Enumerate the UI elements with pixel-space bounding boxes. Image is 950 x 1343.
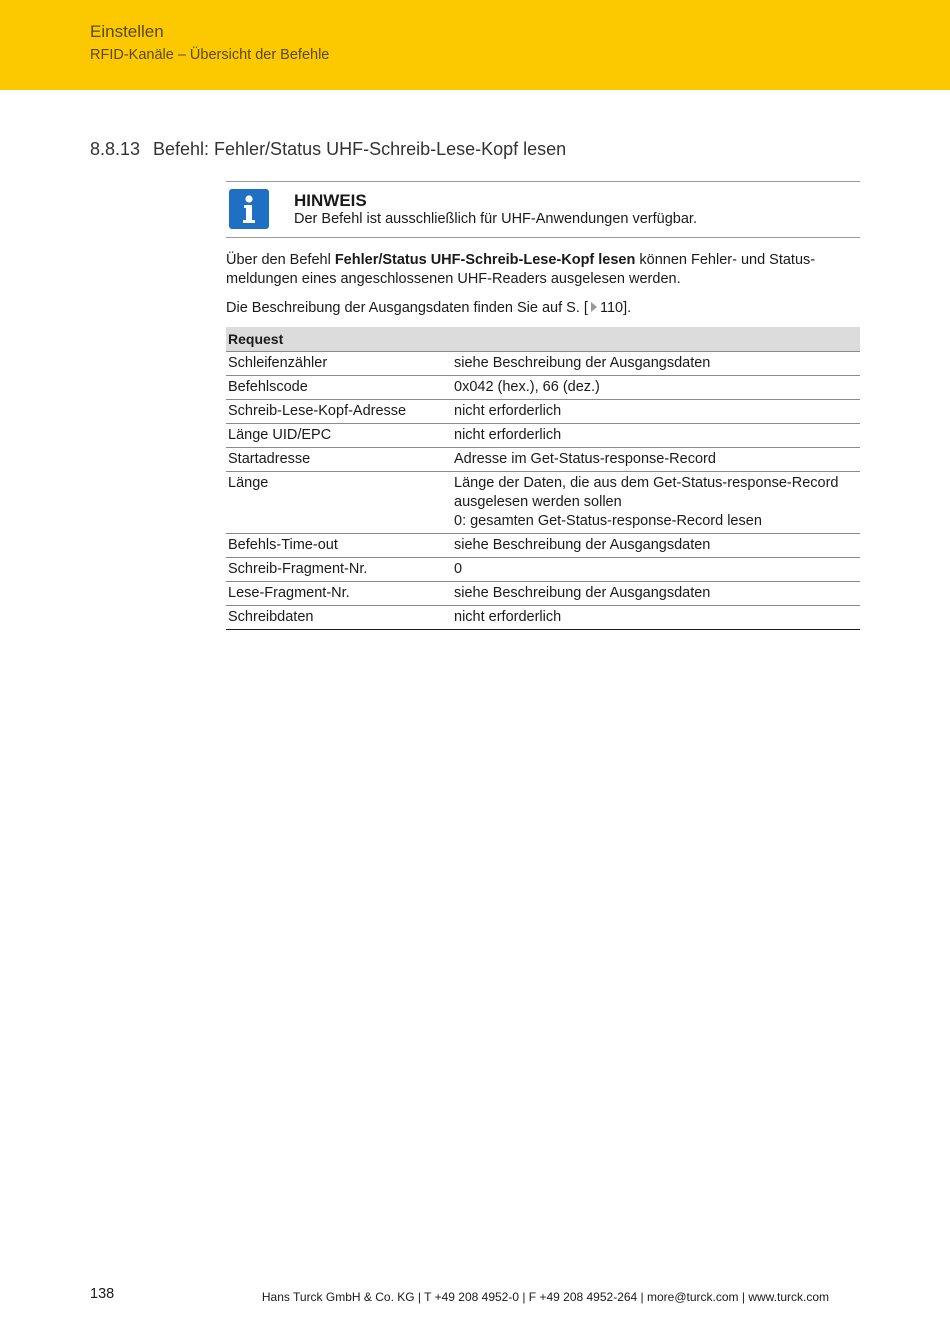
reference-paragraph bbox=[226, 299, 846, 318]
note-text: Der Befehl ist ausschließlich für UHF-Anwendungen verfügbar. bbox=[294, 211, 697, 227]
field-name: Schreib-Fragment-Nr. bbox=[226, 558, 452, 582]
table-row bbox=[226, 376, 860, 400]
field-value-line: Länge der Daten, die aus dem Get-Status-response-Record ausgelesen werden sollen bbox=[454, 475, 839, 510]
chapter-title: Einstellen bbox=[90, 22, 164, 41]
table-row bbox=[226, 534, 860, 558]
section-title: Befehl: Fehler/Status UHF-Schreib-Lese-Kopf lesen bbox=[153, 139, 567, 159]
table-row bbox=[226, 424, 860, 448]
note-box bbox=[226, 181, 860, 238]
field-value: 0x042 (hex.), 66 (dez.) bbox=[452, 376, 860, 400]
reference-text: Die Beschreibung der Ausgangsdaten finden Sie auf S. [ bbox=[226, 300, 588, 316]
info-icon bbox=[229, 189, 269, 229]
table-header: Request bbox=[226, 327, 860, 352]
field-value: Adresse im Get-Status-response-Record bbox=[452, 448, 860, 472]
field-value-line: 0: gesamten Get-Status-response-Record lesen bbox=[454, 513, 762, 529]
field-name: Schleifenzähler bbox=[226, 352, 452, 376]
command-name: Fehler/Status UHF-Schreib-Lese-Kopf lesen bbox=[334, 252, 636, 268]
table-row bbox=[226, 606, 860, 630]
field-name: Befehls-Time-out bbox=[226, 534, 452, 558]
note-heading: HINWEIS bbox=[294, 191, 367, 210]
table-row bbox=[226, 472, 860, 534]
field-name: Schreib-Lese-Kopf-Adresse bbox=[226, 400, 452, 424]
table-row bbox=[226, 352, 860, 376]
field-value: siehe Beschreibung der Ausgangsdaten bbox=[452, 352, 860, 376]
reference-text-end: ]. bbox=[623, 300, 632, 316]
request-table bbox=[226, 327, 860, 630]
page-number: 138 bbox=[90, 1286, 115, 1302]
field-value: siehe Beschreibung der Ausgangsdaten bbox=[452, 534, 860, 558]
intro-text-end: können Fehler- und Status-meldungen eines angeschlossenen UHF-Readers ausgelesen werden. bbox=[226, 252, 816, 287]
page-reference-link[interactable]: 110 bbox=[599, 300, 624, 316]
table-row bbox=[226, 558, 860, 582]
section-number: 8.8.13 bbox=[90, 139, 141, 159]
table-row bbox=[226, 448, 860, 472]
field-name: Schreibdaten bbox=[226, 606, 452, 630]
field-value: siehe Beschreibung der Ausgangsdaten bbox=[452, 582, 860, 606]
field-name: Startadresse bbox=[226, 448, 452, 472]
section-heading bbox=[90, 139, 566, 160]
field-name: Lese-Fragment-Nr. bbox=[226, 582, 452, 606]
intro-text-start: Über den Befehl bbox=[226, 252, 335, 268]
field-value: nicht erforderlich bbox=[452, 606, 860, 630]
table-row bbox=[226, 582, 860, 606]
company-footer: Hans Turck GmbH & Co. KG | T +49 208 4952-0 | F +49 208 4952-264 | more@turck.com | www.turck.com bbox=[261, 1290, 829, 1304]
intro-paragraph bbox=[226, 251, 846, 289]
table-row bbox=[226, 400, 860, 424]
field-name: Befehlscode bbox=[226, 376, 452, 400]
field-value: nicht erforderlich bbox=[452, 424, 860, 448]
chapter-subtitle: RFID-Kanäle – Übersicht der Befehle bbox=[90, 47, 330, 63]
field-value bbox=[452, 472, 860, 534]
link-arrow-icon bbox=[591, 302, 597, 312]
field-value: 0 bbox=[452, 558, 860, 582]
field-name: Länge UID/EPC bbox=[226, 424, 452, 448]
field-name: Länge bbox=[226, 472, 452, 534]
page-header bbox=[0, 0, 950, 90]
field-value: nicht erforderlich bbox=[452, 400, 860, 424]
